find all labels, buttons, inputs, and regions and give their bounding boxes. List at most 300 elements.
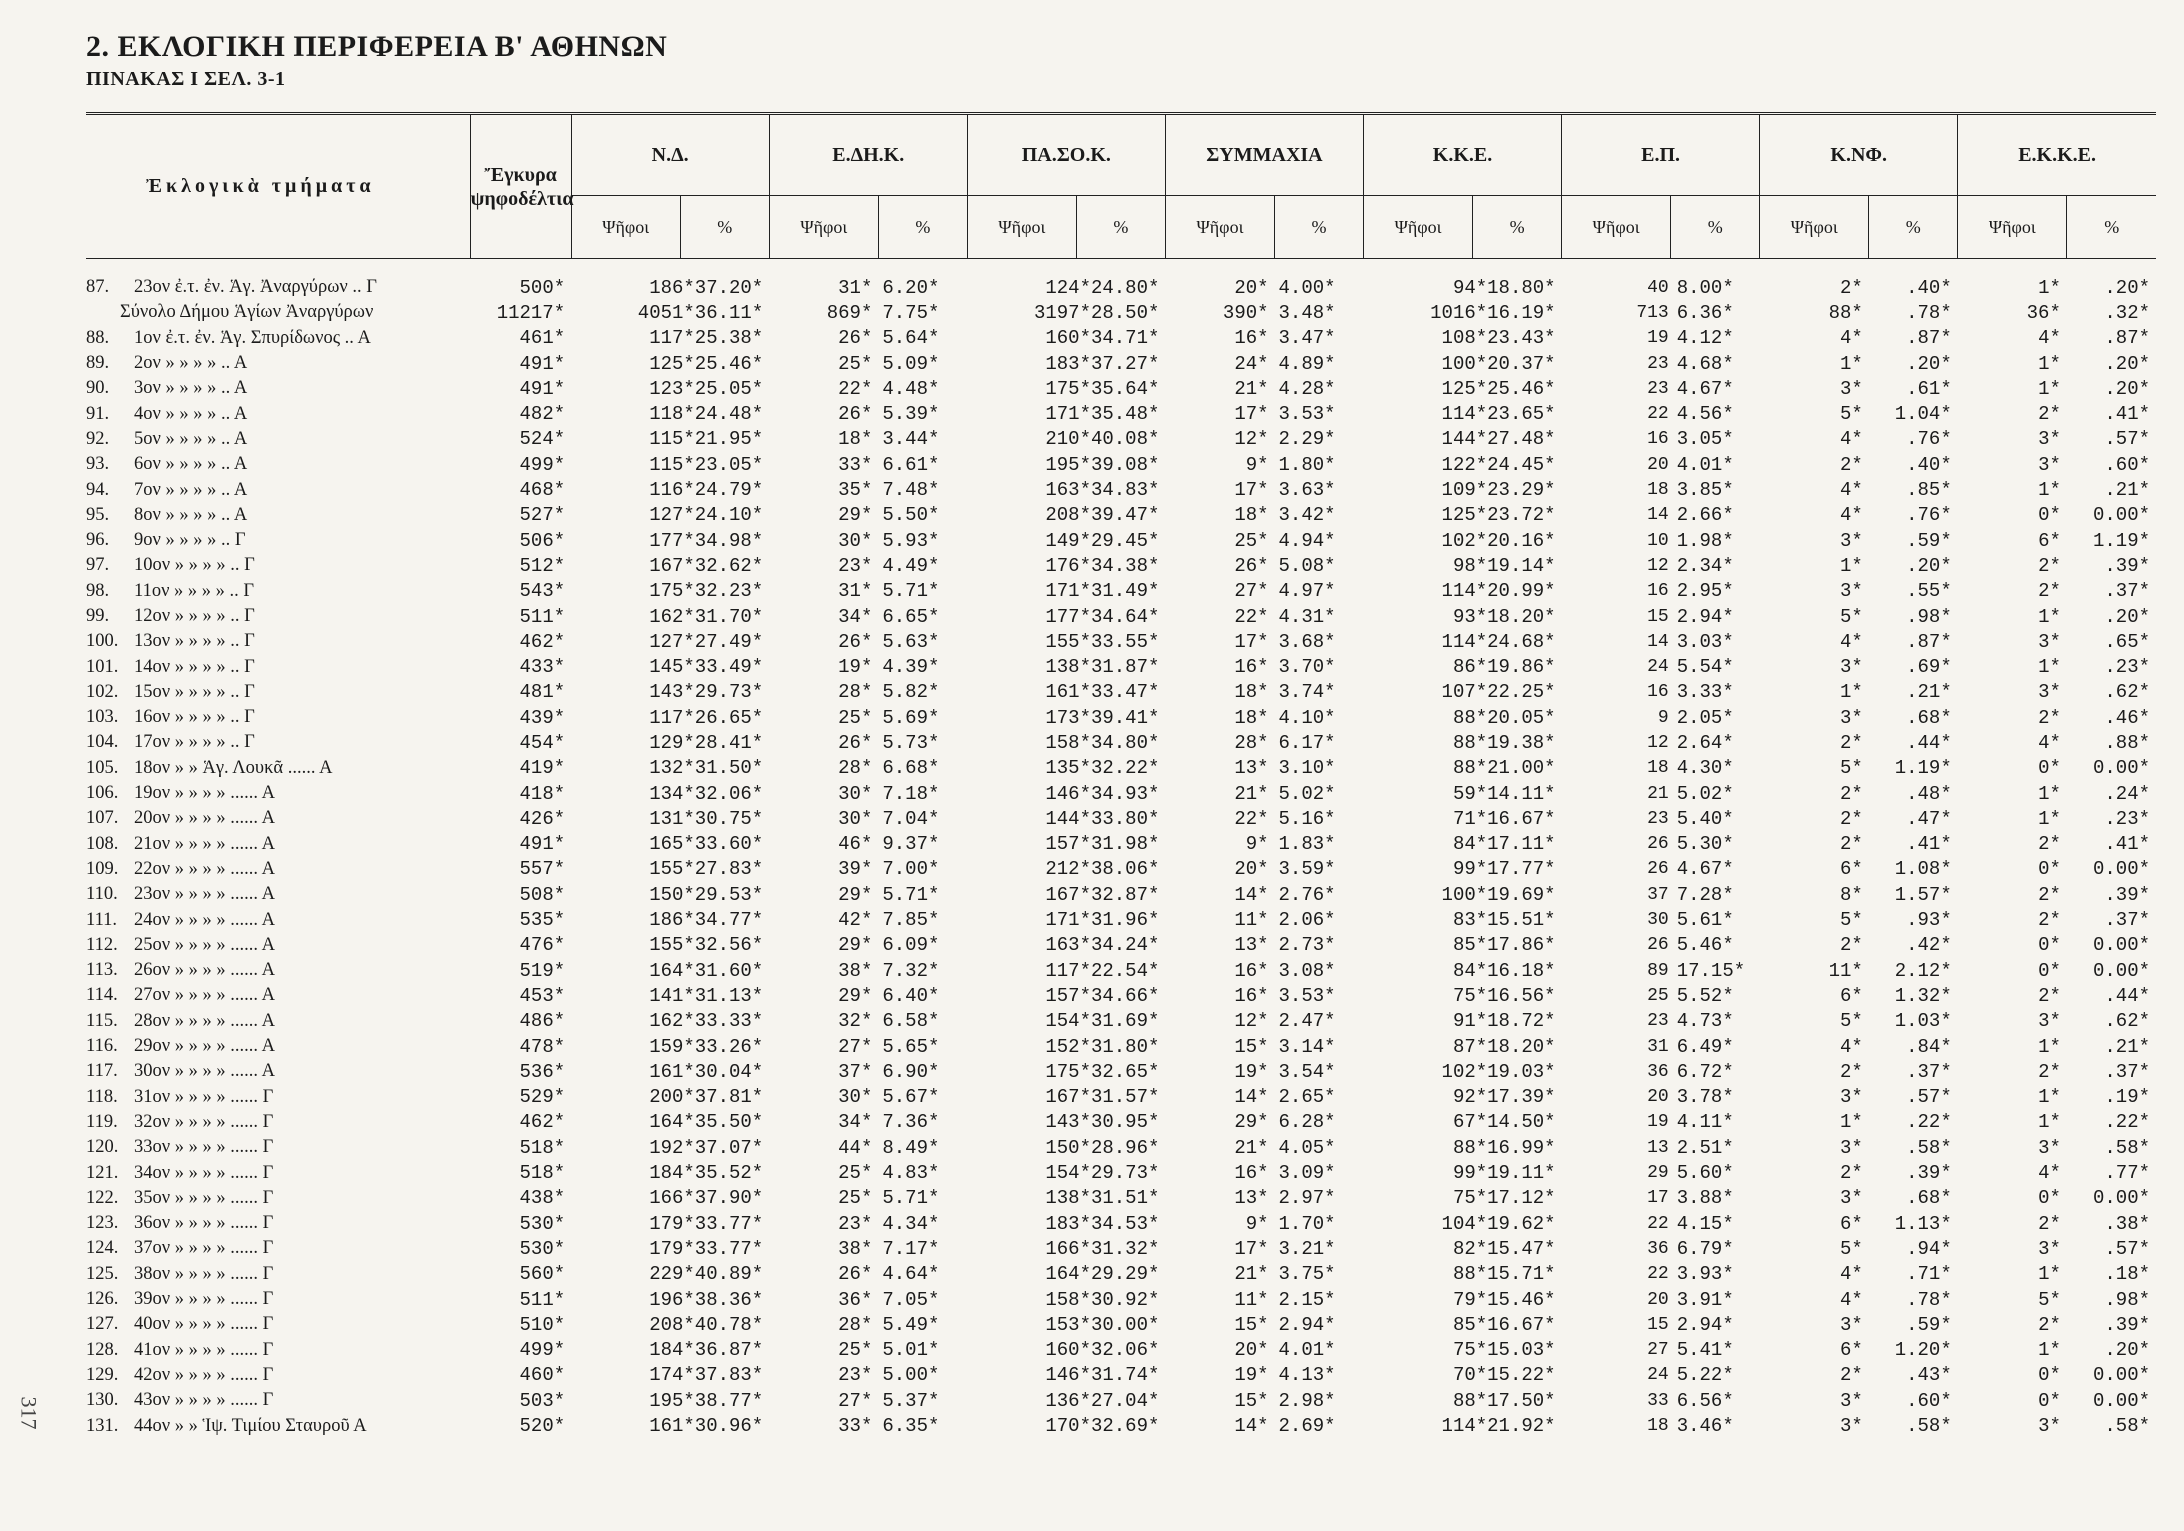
knf-percent-cell: .76* xyxy=(1906,428,1952,451)
ekke-percent-cell: .58* xyxy=(2104,1136,2150,1159)
edik-votes-cell: 18* xyxy=(838,428,873,451)
valid-ballots-cell: 500* xyxy=(519,276,566,299)
symmachia-percent-cell: 6.17* xyxy=(1278,731,1336,754)
symmachia-percent-cell: 2.29* xyxy=(1278,428,1336,451)
knf-votes-cell: 6* xyxy=(1839,984,1863,1007)
knf-percent-cell: 1.32* xyxy=(1894,984,1952,1007)
knf-percent-cell: .40* xyxy=(1906,453,1952,476)
ekke-votes-cell: 2* xyxy=(2038,403,2061,426)
row-number: 93. xyxy=(86,454,110,475)
nd-cell: 179*33.77* xyxy=(649,1237,764,1260)
nd-cell: 150*29.53* xyxy=(649,883,764,906)
table-row xyxy=(86,1262,2156,1287)
table-row xyxy=(86,1236,2156,1261)
symmachia-percent-cell: 2.98* xyxy=(1278,1389,1336,1412)
ekke-votes-cell: 3* xyxy=(2038,453,2061,476)
valid-ballots-cell: 460* xyxy=(519,1364,566,1387)
symmachia-percent-cell: 2.06* xyxy=(1278,909,1336,932)
section-label xyxy=(86,983,470,1008)
table-row xyxy=(86,275,2156,300)
ep-percent-cell: 5.30* xyxy=(1676,833,1734,856)
kke-cell: 67*14.50* xyxy=(1452,1111,1556,1134)
sub-header-percent: % xyxy=(878,196,967,259)
edik-percent-cell: 7.32* xyxy=(882,959,940,982)
ep-percent-cell: 6.72* xyxy=(1676,1060,1734,1083)
section-label xyxy=(86,1413,470,1438)
valid-ballots-cell: 491* xyxy=(519,377,566,400)
ekke-percent-cell: .87* xyxy=(2104,327,2150,350)
ep-votes-cell: 14 xyxy=(1647,505,1669,526)
pasok-cell: 170*32.69* xyxy=(1045,1415,1160,1437)
knf-votes-cell: 4* xyxy=(1839,428,1863,451)
row-number: 115. xyxy=(86,1010,118,1031)
party-header-pasok: ΠΑ.ΣΟ.Κ. xyxy=(967,114,1165,196)
row-number: 128. xyxy=(86,1339,119,1360)
party-header-knf: Κ.ΝΦ. xyxy=(1760,114,1958,196)
ekke-percent-cell: .37* xyxy=(2104,1060,2150,1083)
symmachia-votes-cell: 16* xyxy=(1234,656,1269,679)
ekke-votes-cell: 5* xyxy=(2038,1288,2061,1311)
kke-cell: 88*16.99* xyxy=(1452,1136,1556,1159)
table-row xyxy=(86,907,2156,932)
edik-votes-cell: 25* xyxy=(838,1162,873,1185)
knf-percent-cell: .47* xyxy=(1906,807,1952,830)
knf-votes-cell: 3* xyxy=(1839,1389,1863,1412)
ep-percent-cell: 6.36* xyxy=(1676,301,1734,324)
kke-cell: 104*19.62* xyxy=(1441,1212,1556,1235)
section-name: 33ον » » » » ...... Γ xyxy=(134,1137,274,1158)
edik-percent-cell: 5.49* xyxy=(882,1313,940,1336)
nd-cell: 155*27.83* xyxy=(649,858,764,881)
ep-votes-cell: 36 xyxy=(1647,1061,1669,1082)
edik-percent-cell: 5.63* xyxy=(882,630,940,653)
symmachia-percent-cell: 3.14* xyxy=(1278,1035,1336,1058)
edik-votes-cell: 22* xyxy=(838,377,873,400)
ekke-percent-cell: 0.00* xyxy=(2092,504,2150,527)
ekke-votes-cell: 1* xyxy=(2038,1263,2061,1286)
row-number: 121. xyxy=(86,1162,119,1183)
symmachia-votes-cell: 22* xyxy=(1234,605,1269,628)
knf-votes-cell: 11* xyxy=(1828,959,1863,982)
edik-votes-cell: 31* xyxy=(838,276,873,299)
knf-votes-cell: 5* xyxy=(1839,1010,1863,1033)
pasok-cell: 177*34.64* xyxy=(1045,605,1160,628)
ep-votes-cell: 16 xyxy=(1647,581,1669,602)
ep-votes-cell: 29 xyxy=(1647,1163,1669,1184)
section-label xyxy=(86,326,470,351)
ekke-votes-cell: 0* xyxy=(2038,1187,2061,1210)
valid-ballots-cell: 529* xyxy=(519,1086,566,1109)
ekke-percent-cell: .58* xyxy=(2104,1415,2150,1437)
symmachia-percent-cell: 6.28* xyxy=(1278,1111,1336,1134)
nd-cell: 155*32.56* xyxy=(649,934,764,957)
kke-cell: 82*15.47* xyxy=(1452,1237,1556,1260)
section-name: 39ον » » » » ...... Γ xyxy=(134,1289,274,1310)
symmachia-votes-cell: 9* xyxy=(1245,833,1269,856)
symmachia-percent-cell: 2.73* xyxy=(1278,934,1336,957)
section-label xyxy=(86,680,470,705)
section-name: 5ον » » » » .. Α xyxy=(134,428,248,449)
kke-cell: 108*23.43* xyxy=(1441,327,1556,350)
section-label xyxy=(86,1363,470,1388)
symmachia-percent-cell: 3.10* xyxy=(1278,757,1336,780)
pasok-cell: 161*33.47* xyxy=(1045,681,1160,704)
ekke-votes-cell: 3* xyxy=(2038,630,2061,653)
column-header-valid-ballots: Ἔγκυρα ψηφοδέλτια xyxy=(470,114,571,259)
row-number: 130. xyxy=(86,1390,119,1411)
valid-ballots-cell: 519* xyxy=(519,959,566,982)
ekke-percent-cell: .77* xyxy=(2104,1162,2150,1185)
edik-votes-cell: 23* xyxy=(838,1364,873,1387)
valid-ballots-cell: 535* xyxy=(519,909,566,932)
section-label xyxy=(86,907,470,932)
knf-votes-cell: 6* xyxy=(1839,1212,1863,1235)
section-name: 27ον » » » » ...... Α xyxy=(134,985,275,1006)
symmachia-votes-cell: 13* xyxy=(1234,1187,1269,1210)
knf-percent-cell: .55* xyxy=(1906,580,1952,603)
valid-ballots-cell: 527* xyxy=(519,504,566,527)
knf-votes-cell: 3* xyxy=(1839,377,1863,400)
ep-percent-cell: 3.05* xyxy=(1676,428,1734,451)
edik-percent-cell: 6.65* xyxy=(882,605,940,628)
section-name: 31ον » » » » ...... Γ xyxy=(134,1086,274,1107)
pasok-cell: 124*24.80* xyxy=(1045,276,1160,299)
sub-header-votes: Ψῆφοι xyxy=(1562,196,1671,259)
row-number: 123. xyxy=(86,1213,119,1234)
kke-cell: 109*23.29* xyxy=(1441,479,1556,502)
nd-cell: 115*23.05* xyxy=(649,453,764,476)
ekke-percent-cell: 0.00* xyxy=(2092,858,2150,881)
row-number: 105. xyxy=(86,757,119,778)
section-label xyxy=(86,351,470,376)
kke-cell: 85*16.67* xyxy=(1452,1313,1556,1336)
nd-cell: 229*40.89* xyxy=(649,1263,764,1286)
edik-percent-cell: 3.44* xyxy=(882,428,940,451)
ekke-percent-cell: .21* xyxy=(2104,479,2150,502)
table-row xyxy=(86,401,2156,426)
row-number: 108. xyxy=(86,833,119,854)
page-number: 317 xyxy=(16,1396,42,1430)
row-number: 131. xyxy=(86,1415,119,1436)
edik-votes-cell: 25* xyxy=(838,352,873,375)
nd-cell: 167*32.62* xyxy=(649,554,764,577)
symmachia-percent-cell: 2.76* xyxy=(1278,883,1336,906)
symmachia-percent-cell: 2.69* xyxy=(1278,1415,1336,1437)
edik-percent-cell: 5.71* xyxy=(882,580,940,603)
ekke-votes-cell: 3* xyxy=(2038,1010,2061,1033)
knf-votes-cell: 2* xyxy=(1839,453,1863,476)
kke-cell: 71*16.67* xyxy=(1452,807,1556,830)
nd-cell: 192*37.07* xyxy=(649,1136,764,1159)
section-label xyxy=(86,579,470,604)
ep-percent-cell: 4.56* xyxy=(1676,403,1734,426)
knf-votes-cell: 3* xyxy=(1839,1086,1863,1109)
symmachia-votes-cell: 20* xyxy=(1234,1339,1269,1362)
edik-percent-cell: 6.90* xyxy=(882,1060,940,1083)
table-row xyxy=(86,756,2156,781)
knf-votes-cell: 3* xyxy=(1839,1415,1863,1437)
section-name: 16ον » » » » .. Γ xyxy=(134,707,255,728)
knf-votes-cell: 5* xyxy=(1839,1237,1863,1260)
ekke-votes-cell: 2* xyxy=(2038,909,2061,932)
ekke-votes-cell: 2* xyxy=(2038,1313,2061,1336)
table-row xyxy=(86,1135,2156,1160)
ep-votes-cell: 23 xyxy=(1647,353,1669,374)
ep-votes-cell: 23 xyxy=(1647,378,1669,399)
knf-percent-cell: .84* xyxy=(1906,1035,1952,1058)
symmachia-votes-cell: 17* xyxy=(1234,479,1269,502)
edik-votes-cell: 46* xyxy=(838,833,873,856)
ep-percent-cell: 5.40* xyxy=(1676,807,1734,830)
symmachia-percent-cell: 3.42* xyxy=(1278,504,1336,527)
pasok-cell: 144*33.80* xyxy=(1045,807,1160,830)
row-number: 98. xyxy=(86,580,110,601)
symmachia-votes-cell: 11* xyxy=(1234,909,1269,932)
ep-votes-cell: 26 xyxy=(1647,834,1669,855)
edik-votes-cell: 869* xyxy=(826,301,873,324)
ep-percent-cell: 5.41* xyxy=(1676,1339,1734,1362)
section-label xyxy=(86,1337,470,1362)
row-number: 109. xyxy=(86,858,119,879)
edik-percent-cell: 6.20* xyxy=(882,276,940,299)
edik-votes-cell: 36* xyxy=(838,1288,873,1311)
edik-votes-cell: 25* xyxy=(838,1339,873,1362)
table-row xyxy=(86,1287,2156,1312)
knf-percent-cell: .20* xyxy=(1906,554,1952,577)
table-row xyxy=(86,705,2156,730)
pasok-cell: 171*31.49* xyxy=(1045,580,1160,603)
kke-cell: 125*25.46* xyxy=(1441,377,1556,400)
nd-cell: 134*32.06* xyxy=(649,782,764,805)
party-header-kke: Κ.Κ.Ε. xyxy=(1363,114,1561,196)
edik-percent-cell: 5.73* xyxy=(882,731,940,754)
knf-percent-cell: .60* xyxy=(1906,1389,1952,1412)
ekke-percent-cell: 1.19* xyxy=(2092,529,2150,552)
symmachia-votes-cell: 16* xyxy=(1234,1162,1269,1185)
edik-percent-cell: 5.71* xyxy=(882,883,940,906)
ep-votes-cell: 15 xyxy=(1647,1314,1669,1335)
kke-cell: 88*21.00* xyxy=(1452,757,1556,780)
edik-votes-cell: 23* xyxy=(838,554,873,577)
edik-votes-cell: 26* xyxy=(838,1263,873,1286)
ekke-votes-cell: 1* xyxy=(2038,479,2061,502)
section-name: 3ον » » » » .. Α xyxy=(134,378,248,399)
page-subtitle: ΠΙΝΑΚΑΣ Ι ΣΕΛ. 3-1 xyxy=(86,68,286,90)
table-row xyxy=(86,983,2156,1008)
ekke-votes-cell: 1* xyxy=(2038,656,2061,679)
table-row xyxy=(86,1059,2156,1084)
row-number: 114. xyxy=(86,985,118,1006)
pasok-cell: 158*34.80* xyxy=(1045,731,1160,754)
kke-cell: 88*15.71* xyxy=(1452,1263,1556,1286)
nd-cell: 164*35.50* xyxy=(649,1111,764,1134)
edik-votes-cell: 37* xyxy=(838,1060,873,1083)
nd-cell: 195*38.77* xyxy=(649,1389,764,1412)
ep-votes-cell: 22 xyxy=(1647,1213,1669,1234)
ep-percent-cell: 7.28* xyxy=(1676,883,1734,906)
sub-header-votes: Ψῆφοι xyxy=(769,196,878,259)
nd-cell: 125*25.46* xyxy=(649,352,764,375)
nd-cell: 4051*36.11* xyxy=(637,301,764,324)
ekke-percent-cell: .44* xyxy=(2104,984,2150,1007)
section-name: 9ον » » » » .. Γ xyxy=(134,530,246,551)
table-row xyxy=(86,503,2156,528)
ep-votes-cell: 22 xyxy=(1647,404,1669,425)
knf-votes-cell: 1* xyxy=(1839,1111,1863,1134)
valid-ballots-cell: 499* xyxy=(519,453,566,476)
ekke-percent-cell: 0.00* xyxy=(2092,1364,2150,1387)
row-number: 119. xyxy=(86,1111,118,1132)
edik-percent-cell: 7.36* xyxy=(882,1111,940,1134)
edik-percent-cell: 5.93* xyxy=(882,529,940,552)
nd-cell: 164*31.60* xyxy=(649,959,764,982)
edik-votes-cell: 28* xyxy=(838,757,873,780)
ekke-votes-cell: 0* xyxy=(2038,504,2061,527)
valid-ballots-cell: 530* xyxy=(519,1212,566,1235)
nd-cell: 159*33.26* xyxy=(649,1035,764,1058)
ekke-votes-cell: 2* xyxy=(2038,580,2061,603)
ekke-votes-cell: 0* xyxy=(2038,757,2061,780)
ep-percent-cell: 2.64* xyxy=(1676,731,1734,754)
ep-percent-cell: 4.67* xyxy=(1676,377,1734,400)
section-name: 44ον » » Ἱψ. Τιμίου Σταυροῦ Α xyxy=(134,1415,367,1436)
ep-percent-cell: 5.52* xyxy=(1676,984,1734,1007)
ekke-percent-cell: .24* xyxy=(2104,782,2150,805)
nd-cell: 184*35.52* xyxy=(649,1162,764,1185)
ep-votes-cell: 10 xyxy=(1647,530,1669,551)
valid-ballots-cell: 503* xyxy=(519,1389,566,1412)
edik-percent-cell: 5.50* xyxy=(882,504,940,527)
knf-percent-cell: 1.57* xyxy=(1894,883,1952,906)
section-name: 42ον » » » » ...... Γ xyxy=(134,1364,274,1385)
pasok-cell: 143*30.95* xyxy=(1045,1111,1160,1134)
ep-percent-cell: 2.05* xyxy=(1676,706,1734,729)
table-row xyxy=(86,1085,2156,1110)
symmachia-votes-cell: 20* xyxy=(1234,276,1269,299)
ep-votes-cell: 16 xyxy=(1647,682,1669,703)
kke-cell: 125*23.72* xyxy=(1441,504,1556,527)
ep-percent-cell: 2.51* xyxy=(1676,1136,1734,1159)
section-label xyxy=(86,503,470,528)
nd-cell: 175*32.23* xyxy=(649,580,764,603)
valid-ballots-cell: 476* xyxy=(519,934,566,957)
ep-percent-cell: 3.85* xyxy=(1676,479,1734,502)
kke-cell: 84*17.11* xyxy=(1452,833,1556,856)
pasok-cell: 135*32.22* xyxy=(1045,757,1160,780)
sub-header-votes: Ψῆφοι xyxy=(1165,196,1274,259)
table-row xyxy=(86,1312,2156,1337)
section-label xyxy=(86,1262,470,1287)
symmachia-votes-cell: 13* xyxy=(1234,934,1269,957)
symmachia-percent-cell: 1.70* xyxy=(1278,1212,1336,1235)
symmachia-votes-cell: 27* xyxy=(1234,580,1269,603)
ekke-percent-cell: .98* xyxy=(2104,1288,2150,1311)
ep-percent-cell: 2.95* xyxy=(1676,580,1734,603)
nd-cell: 161*30.96* xyxy=(649,1415,764,1437)
knf-votes-cell: 1* xyxy=(1839,681,1863,704)
kke-cell: 59*14.11* xyxy=(1452,782,1556,805)
ekke-percent-cell: 0.00* xyxy=(2092,959,2150,982)
sub-header-percent: % xyxy=(2067,196,2156,259)
pasok-cell: 176*34.38* xyxy=(1045,554,1160,577)
section-label xyxy=(86,1034,470,1059)
pasok-cell: 208*39.47* xyxy=(1045,504,1160,527)
section-name: 11ον » » » » .. Γ xyxy=(134,580,255,601)
ep-percent-cell: 5.46* xyxy=(1676,934,1734,957)
table-header xyxy=(86,114,2156,276)
knf-percent-cell: .22* xyxy=(1906,1111,1952,1134)
valid-ballots-cell: 491* xyxy=(519,833,566,856)
party-header-ekke: Ε.Κ.Κ.Ε. xyxy=(1958,114,2156,196)
ep-votes-cell: 25 xyxy=(1647,985,1669,1006)
edik-percent-cell: 5.00* xyxy=(882,1364,940,1387)
knf-percent-cell: 1.13* xyxy=(1894,1212,1952,1235)
edik-votes-cell: 26* xyxy=(838,731,873,754)
table-row xyxy=(86,604,2156,629)
symmachia-percent-cell: 5.08* xyxy=(1278,554,1336,577)
edik-percent-cell: 5.82* xyxy=(882,681,940,704)
ekke-percent-cell: .41* xyxy=(2104,403,2150,426)
nd-cell: 179*33.77* xyxy=(649,1212,764,1235)
section-label xyxy=(86,401,470,426)
ep-percent-cell: 2.94* xyxy=(1676,605,1734,628)
row-number: 125. xyxy=(86,1263,119,1284)
nd-cell: 165*33.60* xyxy=(649,833,764,856)
section-label xyxy=(86,553,470,578)
section-name: 13ον » » » » .. Γ xyxy=(134,631,255,652)
ekke-votes-cell: 1* xyxy=(2038,276,2061,299)
table-row xyxy=(86,730,2156,755)
table-row xyxy=(86,1211,2156,1236)
edik-votes-cell: 29* xyxy=(838,504,873,527)
sub-header-percent: % xyxy=(1076,196,1165,259)
edik-votes-cell: 38* xyxy=(838,959,873,982)
section-label xyxy=(86,730,470,755)
ekke-votes-cell: 2* xyxy=(2038,833,2061,856)
party-header-nd: Ν.Δ. xyxy=(571,114,769,196)
knf-percent-cell: .78* xyxy=(1906,301,1952,324)
knf-votes-cell: 2* xyxy=(1839,276,1863,299)
symmachia-percent-cell: 3.53* xyxy=(1278,984,1336,1007)
ekke-percent-cell: .23* xyxy=(2104,656,2150,679)
symmachia-votes-cell: 25* xyxy=(1234,529,1269,552)
nd-cell: 116*24.79* xyxy=(649,479,764,502)
ep-percent-cell: 3.93* xyxy=(1676,1263,1734,1286)
section-name: 24ον » » » » ...... Α xyxy=(134,909,275,930)
symmachia-votes-cell: 21* xyxy=(1234,782,1269,805)
table-row xyxy=(86,958,2156,983)
table-row xyxy=(86,1388,2156,1413)
ep-votes-cell: 31 xyxy=(1647,1036,1669,1057)
ekke-votes-cell: 4* xyxy=(2038,1162,2061,1185)
knf-percent-cell: .68* xyxy=(1906,706,1952,729)
symmachia-votes-cell: 15* xyxy=(1234,1313,1269,1336)
ekke-votes-cell: 2* xyxy=(2038,1212,2061,1235)
ekke-votes-cell: 0* xyxy=(2038,959,2061,982)
table-row xyxy=(86,1413,2156,1438)
edik-percent-cell: 4.34* xyxy=(882,1212,940,1235)
valid-ballots-cell: 560* xyxy=(519,1263,566,1286)
ep-votes-cell: 18 xyxy=(1647,480,1669,501)
kke-cell: 83*15.51* xyxy=(1452,909,1556,932)
edik-percent-cell: 7.17* xyxy=(882,1237,940,1260)
ekke-votes-cell: 2* xyxy=(2038,984,2061,1007)
ep-votes-cell: 20 xyxy=(1647,1289,1669,1310)
pasok-cell: 117*22.54* xyxy=(1045,959,1160,982)
ekke-votes-cell: 1* xyxy=(2038,352,2061,375)
section-label xyxy=(86,933,470,958)
ep-votes-cell: 40 xyxy=(1647,277,1669,298)
